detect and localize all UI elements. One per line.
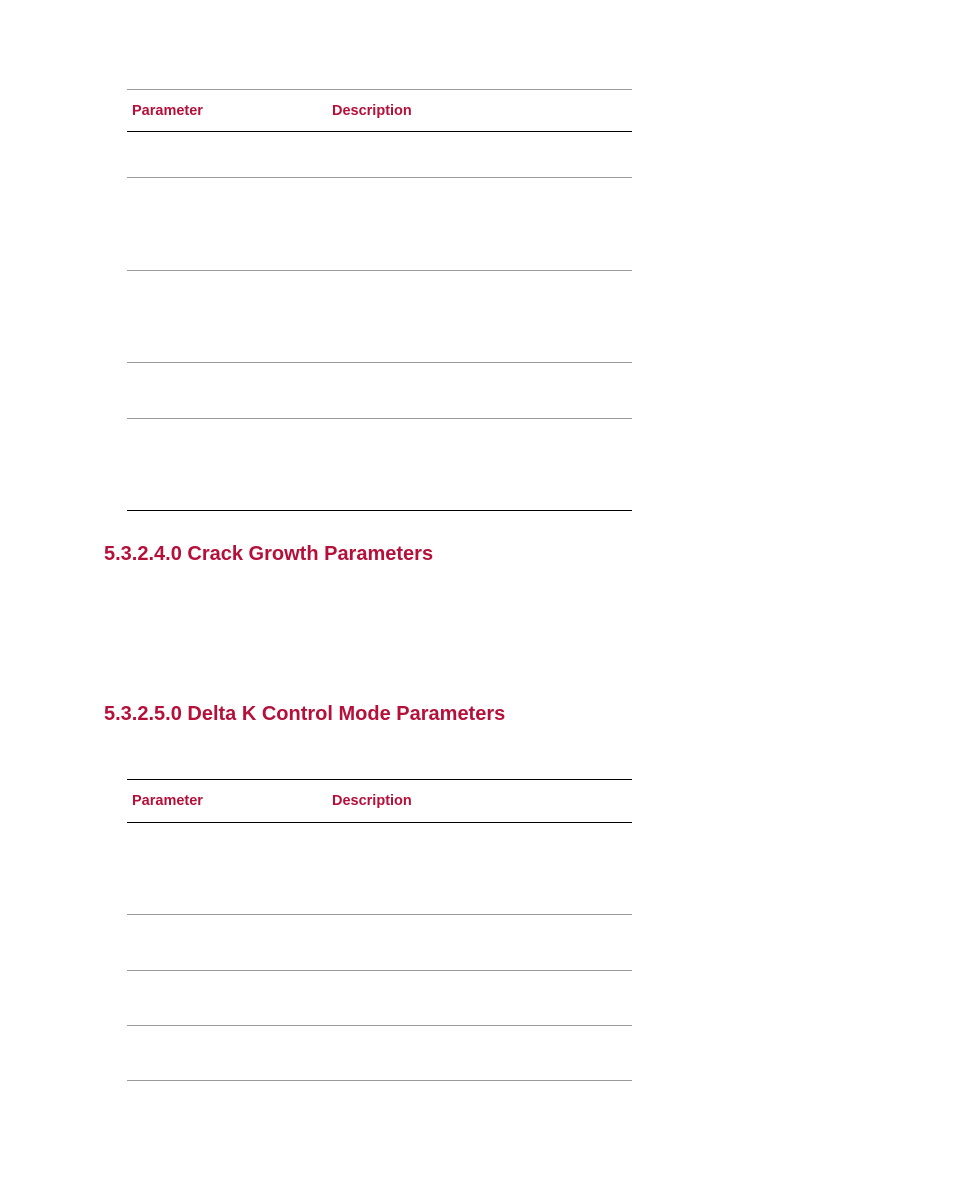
table-row <box>127 178 632 271</box>
cell-description <box>327 419 632 511</box>
cell-parameter <box>127 971 327 1026</box>
cell-parameter <box>127 271 327 363</box>
cell-description <box>327 363 632 419</box>
cell-description <box>327 132 632 178</box>
table-row <box>127 1026 632 1081</box>
column-header-parameter: Parameter <box>132 793 203 809</box>
cell-parameter <box>127 132 327 178</box>
table-header-row <box>127 780 632 823</box>
table-row <box>127 271 632 363</box>
table-header-row <box>127 90 632 132</box>
cell-description <box>327 1026 632 1081</box>
column-header-description: Description <box>332 102 412 119</box>
table-row <box>127 132 632 178</box>
section-heading-crack-growth: 5.3.2.4.0 Crack Growth Parameters <box>104 543 434 565</box>
table-row <box>127 419 632 511</box>
table-row <box>127 363 632 419</box>
cell-description <box>327 178 632 271</box>
table-row <box>127 915 632 971</box>
cell-parameter <box>127 419 327 511</box>
cell-parameter <box>127 1026 327 1081</box>
parameter-table-1 <box>127 89 632 511</box>
column-header-description: Description <box>332 793 412 809</box>
parameter-table-2 <box>127 779 632 1081</box>
cell-parameter <box>127 363 327 419</box>
cell-parameter <box>127 915 327 971</box>
section-heading-delta-k-control: 5.3.2.5.0 Delta K Control Mode Parameters <box>104 703 506 725</box>
cell-parameter <box>127 178 327 271</box>
cell-description <box>327 271 632 363</box>
table-row <box>127 971 632 1026</box>
table-row <box>127 823 632 915</box>
column-header-parameter: Parameter <box>132 102 203 119</box>
cell-description <box>327 823 632 915</box>
cell-description <box>327 971 632 1026</box>
cell-description <box>327 915 632 971</box>
cell-parameter <box>127 823 327 915</box>
